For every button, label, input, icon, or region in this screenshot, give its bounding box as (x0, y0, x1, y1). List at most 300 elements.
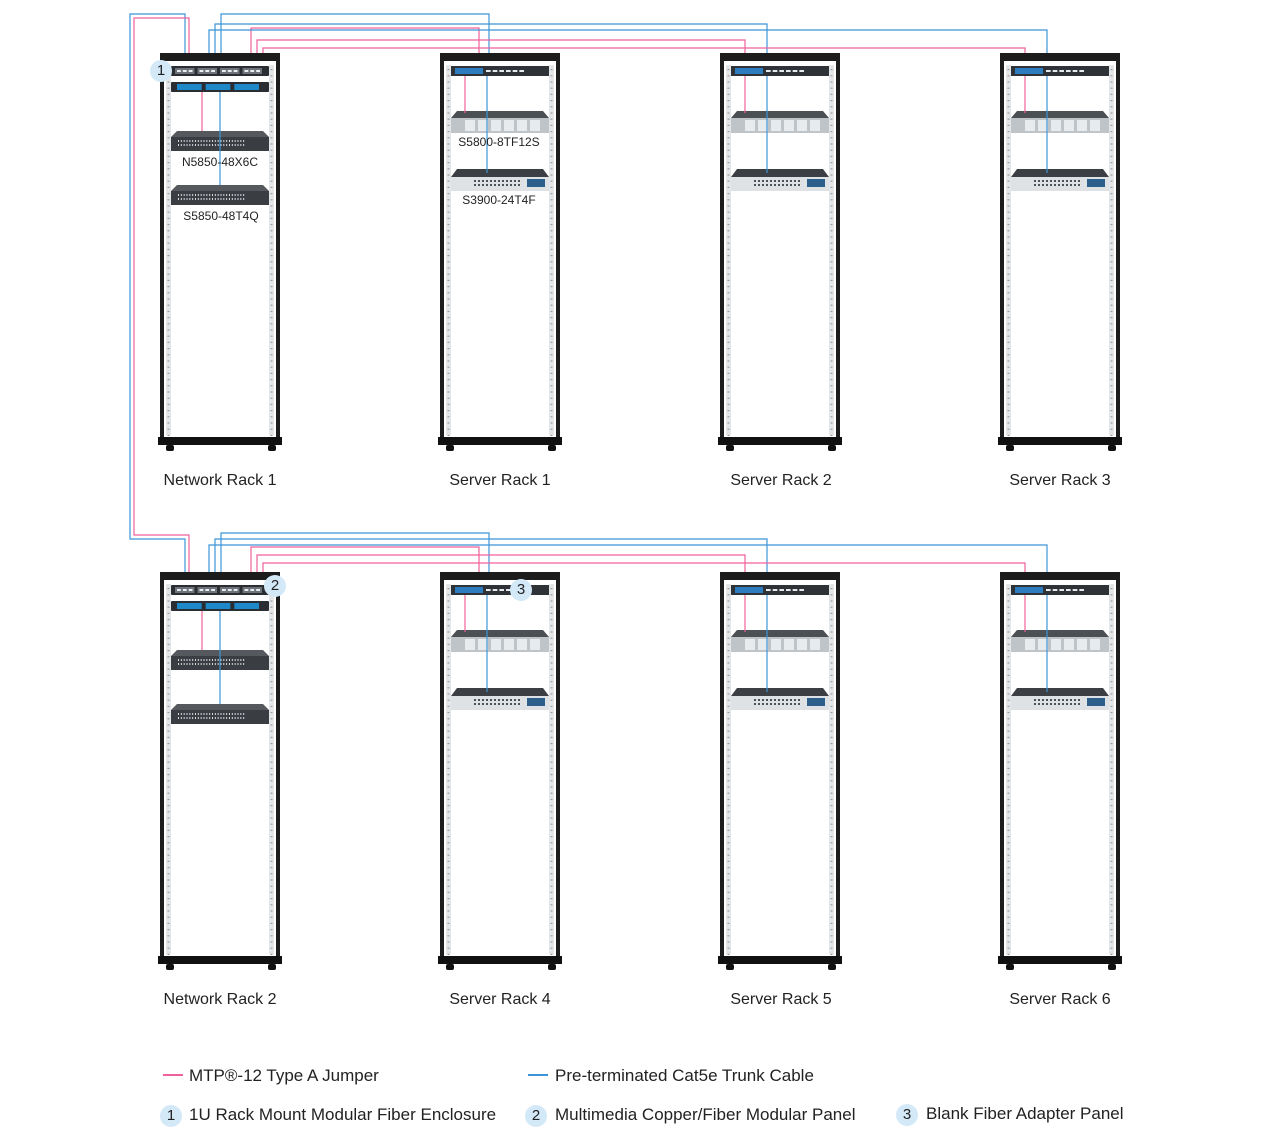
port (195, 659, 196, 661)
sfp-cage (517, 639, 527, 650)
rail-hole (1111, 836, 1113, 837)
port (184, 198, 185, 200)
rail-hole (831, 348, 833, 349)
rail-hole (831, 929, 833, 930)
port (478, 184, 480, 186)
rail-hole (1008, 613, 1010, 614)
port (195, 198, 196, 200)
rail-hole (448, 94, 450, 95)
rail-hole (831, 842, 833, 843)
rail-hole (1008, 298, 1010, 299)
rail-hole (728, 348, 730, 349)
port (243, 663, 244, 665)
rail-hole (551, 910, 553, 911)
port (184, 717, 185, 719)
rail-hole (168, 898, 170, 899)
rail-hole (728, 329, 730, 330)
rail-hole (271, 398, 273, 399)
port (181, 713, 182, 715)
module-slot (455, 587, 483, 593)
port (1062, 703, 1064, 705)
rail-hole (831, 404, 833, 405)
rail-hole (448, 311, 450, 312)
rail-hole (728, 929, 730, 930)
port (205, 70, 209, 72)
rail-hole (551, 261, 553, 262)
rail-hole (551, 280, 553, 281)
port (773, 589, 778, 591)
port (1042, 180, 1044, 182)
rail-hole (271, 954, 273, 955)
rack-caster (1006, 964, 1014, 970)
rail-hole (168, 588, 170, 589)
rail-hole (448, 360, 450, 361)
port (189, 140, 190, 142)
port (798, 184, 800, 186)
uplink-block (1087, 698, 1105, 706)
rail-hole (271, 638, 273, 639)
port (798, 699, 800, 701)
port (1066, 589, 1071, 591)
sfp-cage (784, 120, 794, 131)
rail-hole (831, 261, 833, 262)
rail-hole (448, 638, 450, 639)
rail-hole (831, 631, 833, 632)
rail-hole (1111, 923, 1113, 924)
rail-hole (1111, 249, 1113, 250)
port (786, 699, 788, 701)
rail-hole (1008, 948, 1010, 949)
rail-hole (831, 588, 833, 589)
port (766, 184, 768, 186)
rail-hole (728, 588, 730, 589)
rail-hole (728, 305, 730, 306)
port (754, 703, 756, 705)
port (229, 717, 230, 719)
port (245, 589, 249, 591)
sfp-cage (810, 120, 820, 131)
port (793, 70, 798, 72)
rail-hole (168, 793, 170, 794)
rail-hole (1111, 429, 1113, 430)
rail-hole (728, 830, 730, 831)
port (474, 184, 476, 186)
port (181, 663, 182, 665)
rail-hole (271, 305, 273, 306)
rail-hole (551, 706, 553, 707)
rail-hole (551, 892, 553, 893)
rail-hole (448, 848, 450, 849)
rail-hole (728, 879, 730, 880)
rail-hole (1008, 243, 1010, 244)
port (250, 70, 254, 72)
legend-label-enclosure: 1U Rack Mount Modular Fiber Enclosure (189, 1105, 497, 1124)
port (502, 184, 504, 186)
rail-hole (448, 168, 450, 169)
rail-hole (168, 805, 170, 806)
rail-hole (831, 836, 833, 837)
rail-hole (168, 348, 170, 349)
uplink-block (807, 179, 825, 187)
rail-hole (551, 230, 553, 231)
port (235, 144, 236, 146)
rail-hole (448, 842, 450, 843)
rail-hole (448, 69, 450, 70)
rail-hole (271, 286, 273, 287)
port (204, 194, 205, 196)
rail-hole (1111, 724, 1113, 725)
rail-hole (168, 329, 170, 330)
rail-hole (448, 218, 450, 219)
rail-hole (1008, 681, 1010, 682)
rail-hole (448, 398, 450, 399)
rail-hole (448, 249, 450, 250)
rail-hole (168, 917, 170, 918)
rail-hole (168, 305, 170, 306)
rail-hole (1008, 286, 1010, 287)
rail-hole (168, 404, 170, 405)
rail-hole (728, 435, 730, 436)
rail-hole (271, 218, 273, 219)
port (782, 699, 784, 701)
rail-hole (168, 422, 170, 423)
port (184, 140, 185, 142)
rail-hole (728, 174, 730, 175)
rail-hole (271, 156, 273, 157)
port (226, 144, 227, 146)
port (490, 699, 492, 701)
port (198, 140, 199, 142)
rail-hole (728, 373, 730, 374)
rack-caster (828, 445, 836, 451)
rail-hole (1111, 112, 1113, 113)
rail-hole (271, 143, 273, 144)
rail-hole (1111, 218, 1113, 219)
rail-hole (168, 780, 170, 781)
rail-hole (1111, 848, 1113, 849)
sfp-cage (1090, 639, 1100, 650)
rail-hole (448, 205, 450, 206)
port (212, 198, 213, 200)
rail-hole (551, 398, 553, 399)
port (1050, 180, 1052, 182)
port (218, 659, 219, 661)
rail-hole (728, 731, 730, 732)
port (494, 180, 496, 182)
module-slot (206, 84, 231, 90)
rail-hole (551, 193, 553, 194)
port (798, 703, 800, 705)
rail-hole (271, 112, 273, 113)
port (192, 717, 193, 719)
rail-hole (1008, 360, 1010, 361)
port (482, 703, 484, 705)
port (494, 184, 496, 186)
port (774, 703, 776, 705)
rail-hole (1111, 817, 1113, 818)
rail-hole (1008, 199, 1010, 200)
port (221, 194, 222, 196)
port (192, 713, 193, 715)
rail-hole (728, 594, 730, 595)
port (1034, 184, 1036, 186)
port (218, 140, 219, 142)
rail-hole (271, 923, 273, 924)
sfp-cage (1077, 120, 1087, 131)
rail-hole (1008, 181, 1010, 182)
rail-hole (168, 100, 170, 101)
rail-hole (168, 731, 170, 732)
rail-hole (551, 354, 553, 355)
port (799, 589, 804, 591)
port (212, 717, 213, 719)
rack-layer (158, 53, 1122, 970)
rail-hole (1008, 607, 1010, 608)
rail-hole (271, 385, 273, 386)
port (195, 194, 196, 196)
rail-hole (728, 638, 730, 639)
rail-hole (448, 143, 450, 144)
port (229, 144, 230, 146)
rail-hole (1008, 848, 1010, 849)
port (1046, 180, 1048, 182)
port (762, 703, 764, 705)
port (223, 144, 224, 146)
port (243, 713, 244, 715)
rail-hole (448, 929, 450, 930)
rail-hole (728, 156, 730, 157)
rail-hole (728, 793, 730, 794)
rail-hole (168, 836, 170, 837)
port (192, 144, 193, 146)
rail-hole (1008, 662, 1010, 663)
sfp-cage (1064, 120, 1074, 131)
port (209, 198, 210, 200)
port (181, 717, 182, 719)
rail-hole (831, 662, 833, 663)
port (184, 663, 185, 665)
rail-hole (1008, 292, 1010, 293)
rail-hole (1008, 923, 1010, 924)
port (770, 703, 772, 705)
rail-hole (271, 292, 273, 293)
rail-hole (1008, 131, 1010, 132)
rail-hole (728, 693, 730, 694)
rail-hole (728, 212, 730, 213)
rail-hole (831, 373, 833, 374)
rail-hole (1008, 836, 1010, 837)
port (235, 198, 236, 200)
rail-hole (271, 261, 273, 262)
rail-hole (448, 861, 450, 862)
rail-hole (271, 367, 273, 368)
rail-hole (1008, 687, 1010, 688)
port (232, 713, 233, 715)
rail-hole (271, 100, 273, 101)
rail-hole (1111, 910, 1113, 911)
port (1046, 703, 1048, 705)
rail-hole (551, 731, 553, 732)
sfp-cage (504, 639, 514, 650)
rail-hole (168, 429, 170, 430)
rail-hole (1008, 267, 1010, 268)
rail-hole (1008, 799, 1010, 800)
rail-hole (831, 669, 833, 670)
rail-hole (831, 762, 833, 763)
rail-hole (448, 391, 450, 392)
rail-hole (168, 224, 170, 225)
port (779, 70, 784, 72)
rail-hole (271, 873, 273, 874)
port (215, 140, 216, 142)
port (790, 184, 792, 186)
rail-hole (551, 243, 553, 244)
rail-hole (271, 786, 273, 787)
rail-hole (1111, 323, 1113, 324)
rack-caster (446, 964, 454, 970)
module-slot (177, 84, 202, 90)
rail-hole (1111, 373, 1113, 374)
rail-hole (831, 755, 833, 756)
rack-caster (1108, 445, 1116, 451)
rail-hole (271, 935, 273, 936)
rail-hole (448, 786, 450, 787)
rail-hole (551, 737, 553, 738)
rail-hole (831, 607, 833, 608)
port (218, 198, 219, 200)
rail-hole (448, 267, 450, 268)
rail-hole (448, 336, 450, 337)
port (514, 180, 516, 182)
rail-hole (271, 867, 273, 868)
rack-label-server-5: Server Rack 5 (730, 991, 832, 1008)
port (223, 713, 224, 715)
port (201, 663, 202, 665)
rail-hole (728, 119, 730, 120)
module-slot (234, 84, 259, 90)
port (232, 663, 233, 665)
rail-hole (271, 416, 273, 417)
port (226, 663, 227, 665)
port (243, 659, 244, 661)
rail-hole (448, 342, 450, 343)
port (758, 703, 760, 705)
rail-hole (728, 385, 730, 386)
rail-hole (271, 236, 273, 237)
port (221, 144, 222, 146)
rail-hole (448, 187, 450, 188)
port (493, 589, 498, 591)
rail-hole (1008, 81, 1010, 82)
rail-hole (1008, 675, 1010, 676)
port (204, 198, 205, 200)
rail-hole (271, 422, 273, 423)
rail-hole (1111, 935, 1113, 936)
port (184, 659, 185, 661)
rail-hole (551, 607, 553, 608)
rail-hole (1008, 898, 1010, 899)
uplink-block (1087, 179, 1105, 187)
port (1074, 184, 1076, 186)
rail-hole (831, 917, 833, 918)
callout-badge-blank-panel: 3 (510, 579, 532, 601)
rail-hole (551, 106, 553, 107)
port (498, 180, 500, 182)
port (786, 589, 791, 591)
rail-hole (271, 712, 273, 713)
rail-hole (728, 137, 730, 138)
rail-hole (831, 749, 833, 750)
port (478, 180, 480, 182)
rail-hole (168, 892, 170, 893)
sfp-cage (530, 639, 540, 650)
rack-label-server-3: Server Rack 3 (1009, 472, 1111, 489)
rail-hole (551, 718, 553, 719)
rail-hole (168, 669, 170, 670)
port (218, 194, 219, 196)
rail-hole (271, 904, 273, 905)
port (1066, 699, 1068, 701)
sfp-cage (745, 120, 755, 131)
rail-hole (831, 212, 833, 213)
port (221, 713, 222, 715)
rail-hole (168, 948, 170, 949)
rail-hole (271, 410, 273, 411)
rail-hole (551, 917, 553, 918)
port (187, 717, 188, 719)
rail-hole (1008, 631, 1010, 632)
rail-hole (1008, 311, 1010, 312)
sfp-cage (1090, 120, 1100, 131)
switch-top-face (451, 688, 549, 696)
rail-hole (448, 718, 450, 719)
rail-hole (168, 212, 170, 213)
rail-hole (271, 119, 273, 120)
port (766, 70, 771, 72)
rail-hole (448, 162, 450, 163)
rail-hole (728, 941, 730, 942)
port (238, 717, 239, 719)
rail-hole (1008, 929, 1010, 930)
rail-hole (831, 342, 833, 343)
rack-caster (1006, 445, 1014, 451)
rail-hole (831, 693, 833, 694)
sfp-cage (504, 120, 514, 131)
port (478, 699, 480, 701)
rail-hole (831, 892, 833, 893)
port (790, 699, 792, 701)
rail-hole (1111, 786, 1113, 787)
rail-hole (1111, 886, 1113, 887)
port (212, 713, 213, 715)
port (510, 180, 512, 182)
rail-hole (831, 367, 833, 368)
rail-hole (1111, 762, 1113, 763)
port (770, 180, 772, 182)
rail-hole (551, 755, 553, 756)
rail-hole (1111, 954, 1113, 955)
rail-hole (168, 311, 170, 312)
rail-hole (168, 718, 170, 719)
rail-hole (1008, 416, 1010, 417)
rail-hole (1111, 607, 1113, 608)
rail-hole (831, 954, 833, 955)
rail-hole (728, 218, 730, 219)
rail-hole (1008, 656, 1010, 657)
rail-hole (831, 830, 833, 831)
rail-hole (831, 379, 833, 380)
rail-hole (1008, 236, 1010, 237)
